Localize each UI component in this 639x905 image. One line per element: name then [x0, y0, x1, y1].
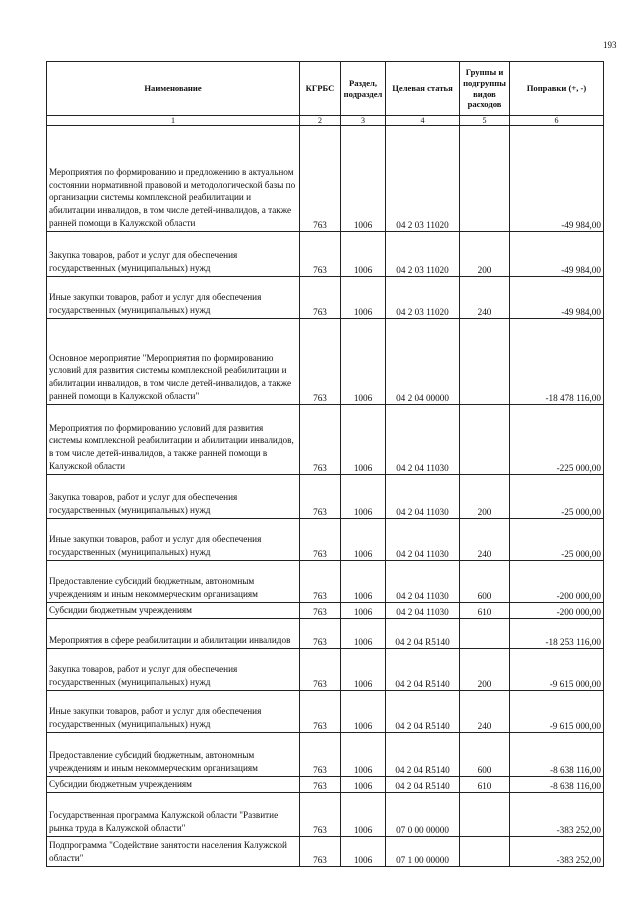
row-kgrbs: 763	[300, 126, 341, 232]
row-amount: -49 984,00	[510, 126, 604, 232]
row-amount: -25 000,00	[510, 475, 604, 519]
table-row	[47, 732, 604, 776]
row-target-article: 04 2 04 R5140	[386, 618, 460, 648]
row-expense-group: 200	[460, 232, 510, 277]
header-target-article: Целевая статья	[386, 62, 460, 116]
row-razdel: 1006	[341, 405, 386, 475]
row-kgrbs: 763	[300, 776, 341, 792]
row-razdel: 1006	[341, 648, 386, 690]
table-row	[47, 836, 604, 866]
row-amount: -49 984,00	[510, 277, 604, 319]
row-amount: -49 984,00	[510, 232, 604, 277]
row-target-article: 04 2 03 11020	[386, 126, 460, 232]
row-kgrbs: 763	[300, 561, 341, 603]
row-expense-group	[460, 792, 510, 836]
row-target-article: 04 2 04 R5140	[386, 648, 460, 690]
row-target-article: 04 2 04 11030	[386, 405, 460, 475]
row-razdel: 1006	[341, 232, 386, 277]
row-razdel: 1006	[341, 732, 386, 776]
row-expense-group	[460, 618, 510, 648]
row-kgrbs: 763	[300, 618, 341, 648]
table-row	[47, 648, 604, 690]
row-amount: -383 252,00	[510, 792, 604, 836]
row-kgrbs: 763	[300, 519, 341, 561]
row-target-article: 04 2 04 11030	[386, 519, 460, 561]
row-amount: -225 000,00	[510, 405, 604, 475]
row-expense-group: 610	[460, 776, 510, 792]
page-number: 193	[603, 40, 617, 50]
header-amendments: Поправки (+, -)	[510, 62, 604, 116]
row-amount: -383 252,00	[510, 836, 604, 866]
table-header-row	[47, 62, 604, 116]
table-row	[47, 792, 604, 836]
row-target-article: 04 2 03 11020	[386, 277, 460, 319]
row-kgrbs: 763	[300, 277, 341, 319]
row-name: Иные закупки товаров, работ и услуг для обеспечения государственных (муниципальных) нужд	[47, 519, 300, 561]
row-razdel: 1006	[341, 690, 386, 732]
row-razdel: 1006	[341, 519, 386, 561]
row-amount: -9 615 000,00	[510, 648, 604, 690]
row-name: Субсидии бюджетным учреждениям	[47, 603, 300, 619]
row-amount: -200 000,00	[510, 561, 604, 603]
row-expense-group: 610	[460, 603, 510, 619]
table-row	[47, 519, 604, 561]
row-amount: -25 000,00	[510, 519, 604, 561]
row-amount: -8 638 116,00	[510, 776, 604, 792]
row-name: Мероприятия по формированию и предложению в актуальном состоянии нормативной правовой и методологической базы по организации системы комплексной реабилитации и абилитации инвалидов, в том числе детей-инвалидов, а также ранней помощи в Калужской области	[47, 126, 300, 232]
column-number-row	[47, 116, 604, 126]
row-name: Предоставление субсидий бюджетным, автономным учреждениям и иным некоммерческим организациям	[47, 561, 300, 603]
row-expense-group: 200	[460, 475, 510, 519]
row-razdel: 1006	[341, 561, 386, 603]
row-name: Государственная программа Калужской области "Развитие рынка труда в Калужской области"	[47, 792, 300, 836]
row-amount: -18 253 116,00	[510, 618, 604, 648]
row-name: Закупка товаров, работ и услуг для обеспечения государственных (муниципальных) нужд	[47, 648, 300, 690]
row-kgrbs: 763	[300, 732, 341, 776]
row-expense-group: 200	[460, 648, 510, 690]
row-name: Закупка товаров, работ и услуг для обеспечения государственных (муниципальных) нужд	[47, 232, 300, 277]
header-expense-group: Группы и подгруппы видов расходов	[460, 62, 510, 116]
row-expense-group	[460, 836, 510, 866]
row-kgrbs: 763	[300, 319, 341, 405]
row-name: Иные закупки товаров, работ и услуг для обеспечения государственных (муниципальных) нужд	[47, 690, 300, 732]
row-kgrbs: 763	[300, 648, 341, 690]
row-target-article: 07 1 00 00000	[386, 836, 460, 866]
row-name: Иные закупки товаров, работ и услуг для обеспечения государственных (муниципальных) нужд	[47, 277, 300, 319]
row-amount: -18 478 116,00	[510, 319, 604, 405]
row-amount: -9 615 000,00	[510, 690, 604, 732]
header-kgrbs: КГРБС	[300, 62, 341, 116]
row-name: Мероприятия по формированию условий для развития системы комплексной реабилитации и абилитации инвалидов, в том числе детей-инвалидов, а также ранней помощи в Калужской области	[47, 405, 300, 475]
row-name: Основное мероприятие "Мероприятия по формированию условий для развития системы комплексной реабилитации и абилитации инвалидов, в том числе детей-инвалидов, а также ранней помощи в Калужской области"	[47, 319, 300, 405]
table-row	[47, 618, 604, 648]
row-target-article: 04 2 04 11030	[386, 603, 460, 619]
row-expense-group	[460, 319, 510, 405]
row-target-article: 04 2 04 11030	[386, 475, 460, 519]
row-target-article: 04 2 03 11020	[386, 232, 460, 277]
table-row	[47, 603, 604, 619]
row-expense-group: 600	[460, 561, 510, 603]
table-row	[47, 561, 604, 603]
row-amount: -200 000,00	[510, 603, 604, 619]
table-row	[47, 277, 604, 319]
row-kgrbs: 763	[300, 603, 341, 619]
row-razdel: 1006	[341, 792, 386, 836]
row-razdel: 1006	[341, 603, 386, 619]
col-number: 2	[300, 116, 341, 126]
row-target-article: 04 2 04 R5140	[386, 776, 460, 792]
row-target-article: 04 2 04 00000	[386, 319, 460, 405]
row-expense-group: 240	[460, 519, 510, 561]
table-row	[47, 126, 604, 232]
row-kgrbs: 763	[300, 690, 341, 732]
row-expense-group: 240	[460, 690, 510, 732]
budget-table	[46, 61, 604, 867]
row-target-article: 04 2 04 11030	[386, 561, 460, 603]
table-row	[47, 776, 604, 792]
row-name: Субсидии бюджетным учреждениям	[47, 776, 300, 792]
row-expense-group: 600	[460, 732, 510, 776]
col-number: 6	[510, 116, 604, 126]
row-amount: -8 638 116,00	[510, 732, 604, 776]
col-number: 5	[460, 116, 510, 126]
row-kgrbs: 763	[300, 836, 341, 866]
row-expense-group	[460, 126, 510, 232]
row-kgrbs: 763	[300, 475, 341, 519]
row-kgrbs: 763	[300, 232, 341, 277]
row-expense-group: 240	[460, 277, 510, 319]
row-name: Мероприятия в сфере реабилитации и абилитации инвалидов	[47, 618, 300, 648]
row-expense-group	[460, 405, 510, 475]
col-number: 3	[341, 116, 386, 126]
row-target-article: 04 2 04 R5140	[386, 690, 460, 732]
col-number: 1	[47, 116, 300, 126]
row-name: Предоставление субсидий бюджетным, автономным учреждениям и иным некоммерческим организациям	[47, 732, 300, 776]
row-name: Закупка товаров, работ и услуг для обеспечения государственных (муниципальных) нужд	[47, 475, 300, 519]
col-number: 4	[386, 116, 460, 126]
header-razdel: Раздел, подраздел	[341, 62, 386, 116]
table-row	[47, 475, 604, 519]
table-row	[47, 232, 604, 277]
row-target-article: 07 0 00 00000	[386, 792, 460, 836]
row-razdel: 1006	[341, 277, 386, 319]
row-razdel: 1006	[341, 776, 386, 792]
header-name: Наименование	[47, 62, 300, 116]
row-razdel: 1006	[341, 475, 386, 519]
row-target-article: 04 2 04 R5140	[386, 732, 460, 776]
table-row	[47, 405, 604, 475]
table-row	[47, 319, 604, 405]
row-razdel: 1006	[341, 618, 386, 648]
row-razdel: 1006	[341, 836, 386, 866]
row-name: Подпрограмма "Содействие занятости населения Калужской области"	[47, 836, 300, 866]
row-razdel: 1006	[341, 319, 386, 405]
table-row	[47, 690, 604, 732]
row-kgrbs: 763	[300, 405, 341, 475]
row-kgrbs: 763	[300, 792, 341, 836]
row-razdel: 1006	[341, 126, 386, 232]
